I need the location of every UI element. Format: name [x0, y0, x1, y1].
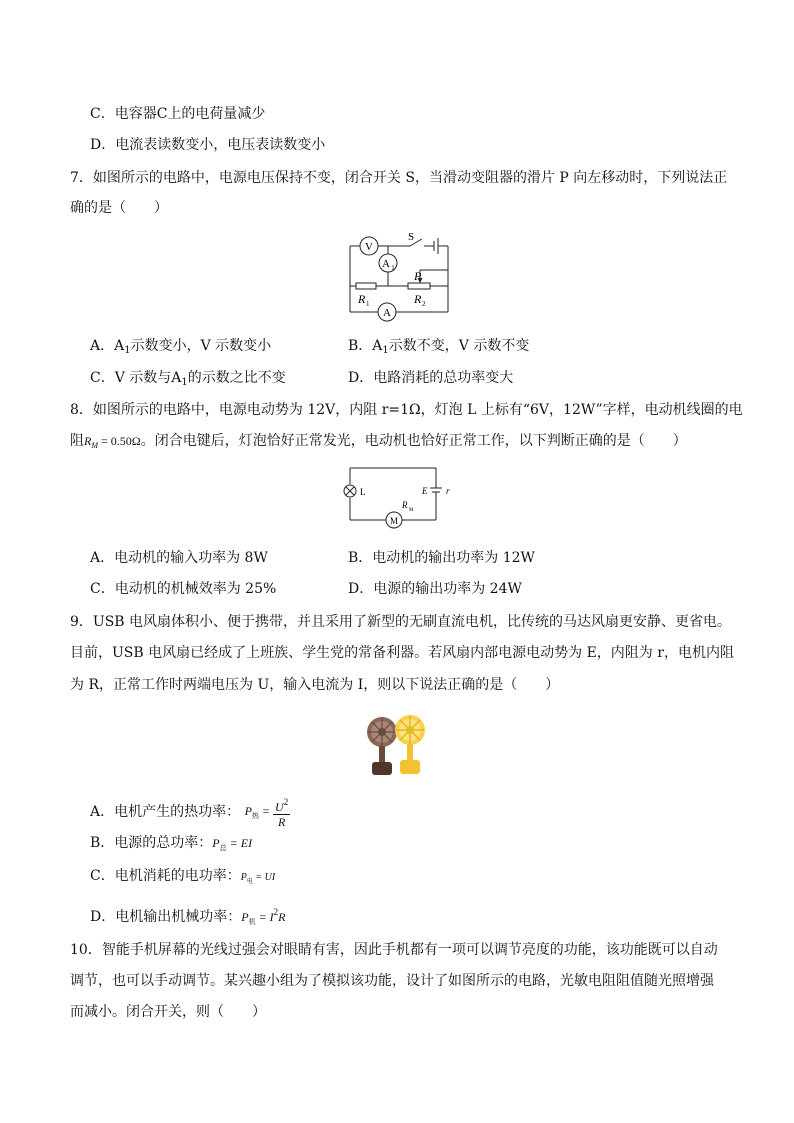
q8-fig-r-label: r	[446, 486, 450, 496]
q8-option-b: B．电动机的输出功率为 12W	[348, 550, 535, 566]
q7-circuit-diagram	[338, 228, 458, 324]
q7-fig-r2-sub: 2	[422, 300, 426, 308]
q8-fig-l-label: L	[360, 487, 366, 497]
q10-stem-line-2: 调节，也可以手动调节。某兴趣小组为了模拟该功能，设计了如图所示的电路，光敏电阻阻值随光照增强	[70, 973, 714, 989]
q9-stem-line-3: 为 R，正常工作时两端电压为 U，输入电流为 I，则以下说法正确的是（ ）	[70, 677, 560, 693]
q9-stem-line-1: 9．USB 电风扇体积小、便于携带，并且采用了新型的无刷直流电机，比传统的马达风扇更安静、更省电。	[70, 614, 732, 630]
q7-fig-a1-label: A	[382, 258, 390, 270]
q8-stem-line-1: 8．如图所示的电路中，电源电动势为 12V，内阻 r=1Ω，灯泡 L 上标有“6V，12W”字样，电动机线圈的电	[70, 402, 743, 418]
q8-fig-rm-sub: M	[409, 508, 414, 513]
q9-option-b: B．电源的总功率：$P_总$ = EI	[90, 835, 253, 852]
q8-fig-rm-label: R	[402, 500, 408, 510]
usb-fan-image	[362, 712, 434, 778]
q6-option-c: C．电容器C上的电荷量减少	[90, 106, 266, 122]
q9-stem-line-2: 目前，USB 电风扇已经成了上班族、学生党的常备利器。若风扇内部电源电动势为 E，内阻为 r，电机内阻	[70, 645, 734, 661]
q7-fig-r1-label: R	[358, 292, 366, 306]
q7-fig-s-label: S	[408, 231, 415, 243]
q8-option-c: C．电动机的机械效率为 25%	[90, 581, 277, 597]
q7-fig-v-label: V	[365, 241, 373, 253]
q7-fig-p-label: P	[414, 269, 422, 283]
q8-circuit-diagram	[340, 462, 460, 532]
q9-option-a: A．电机产生的热功率： $P_热$ = $\frac{U^2}{R}$	[90, 797, 289, 829]
q8-fig-e-label: E	[422, 486, 428, 496]
q7-fig-r1-sub: 1	[366, 300, 370, 308]
q7-option-b: B．$A_1$示数不变，V 示数不变	[348, 338, 530, 356]
q7-option-a: A．$A_1$示数变小，V 示数变小	[90, 338, 272, 356]
q7-fig-r2-label: R	[414, 292, 422, 306]
q8-option-d: D．电源的输出功率为 24W	[348, 581, 522, 597]
q8-option-a: A．电动机的输入功率为 8W	[90, 550, 268, 566]
q7-option-c: C．V 示数与$A_1$的示数之比不变	[90, 370, 286, 388]
q9-option-d: D．电机输出机械功率：$P_机 = I^2R$	[90, 907, 286, 926]
q7-fig-a1-sub: 1	[391, 264, 395, 272]
q8-fig-m-label: M	[389, 516, 399, 526]
q6-option-d: D．电流表读数变小，电压表读数变小	[90, 137, 326, 153]
q7-stem-line-2: 确的是（ ）	[70, 200, 168, 216]
q10-stem-line-3: 而减小。闭合开关，则（ ）	[70, 1004, 266, 1020]
q8-stem-line-2: 阻$R_M = 0.50\Omega$。闭合电键后，灯泡恰好正常发光，电动机也恰好正常工作，以下判断正确的是（ ）	[70, 433, 687, 450]
q7-stem-line-1: 7．如图所示的电路中，电源电压保持不变，闭合开关 S，当滑动变阻器的滑片 P 向左移动时，下列说法正	[70, 170, 728, 186]
q10-stem-line-1: 10．智能手机屏幕的光线过强会对眼睛有害，因此手机都有一项可以调节亮度的功能，该功能既可以自动	[70, 942, 718, 958]
q7-option-d: D．电路消耗的总功率变大	[348, 370, 514, 386]
q7-fig-a-label: A	[383, 307, 391, 319]
q9-option-c: C．电机消耗的电功率：$P_电$ = UI	[90, 868, 276, 885]
